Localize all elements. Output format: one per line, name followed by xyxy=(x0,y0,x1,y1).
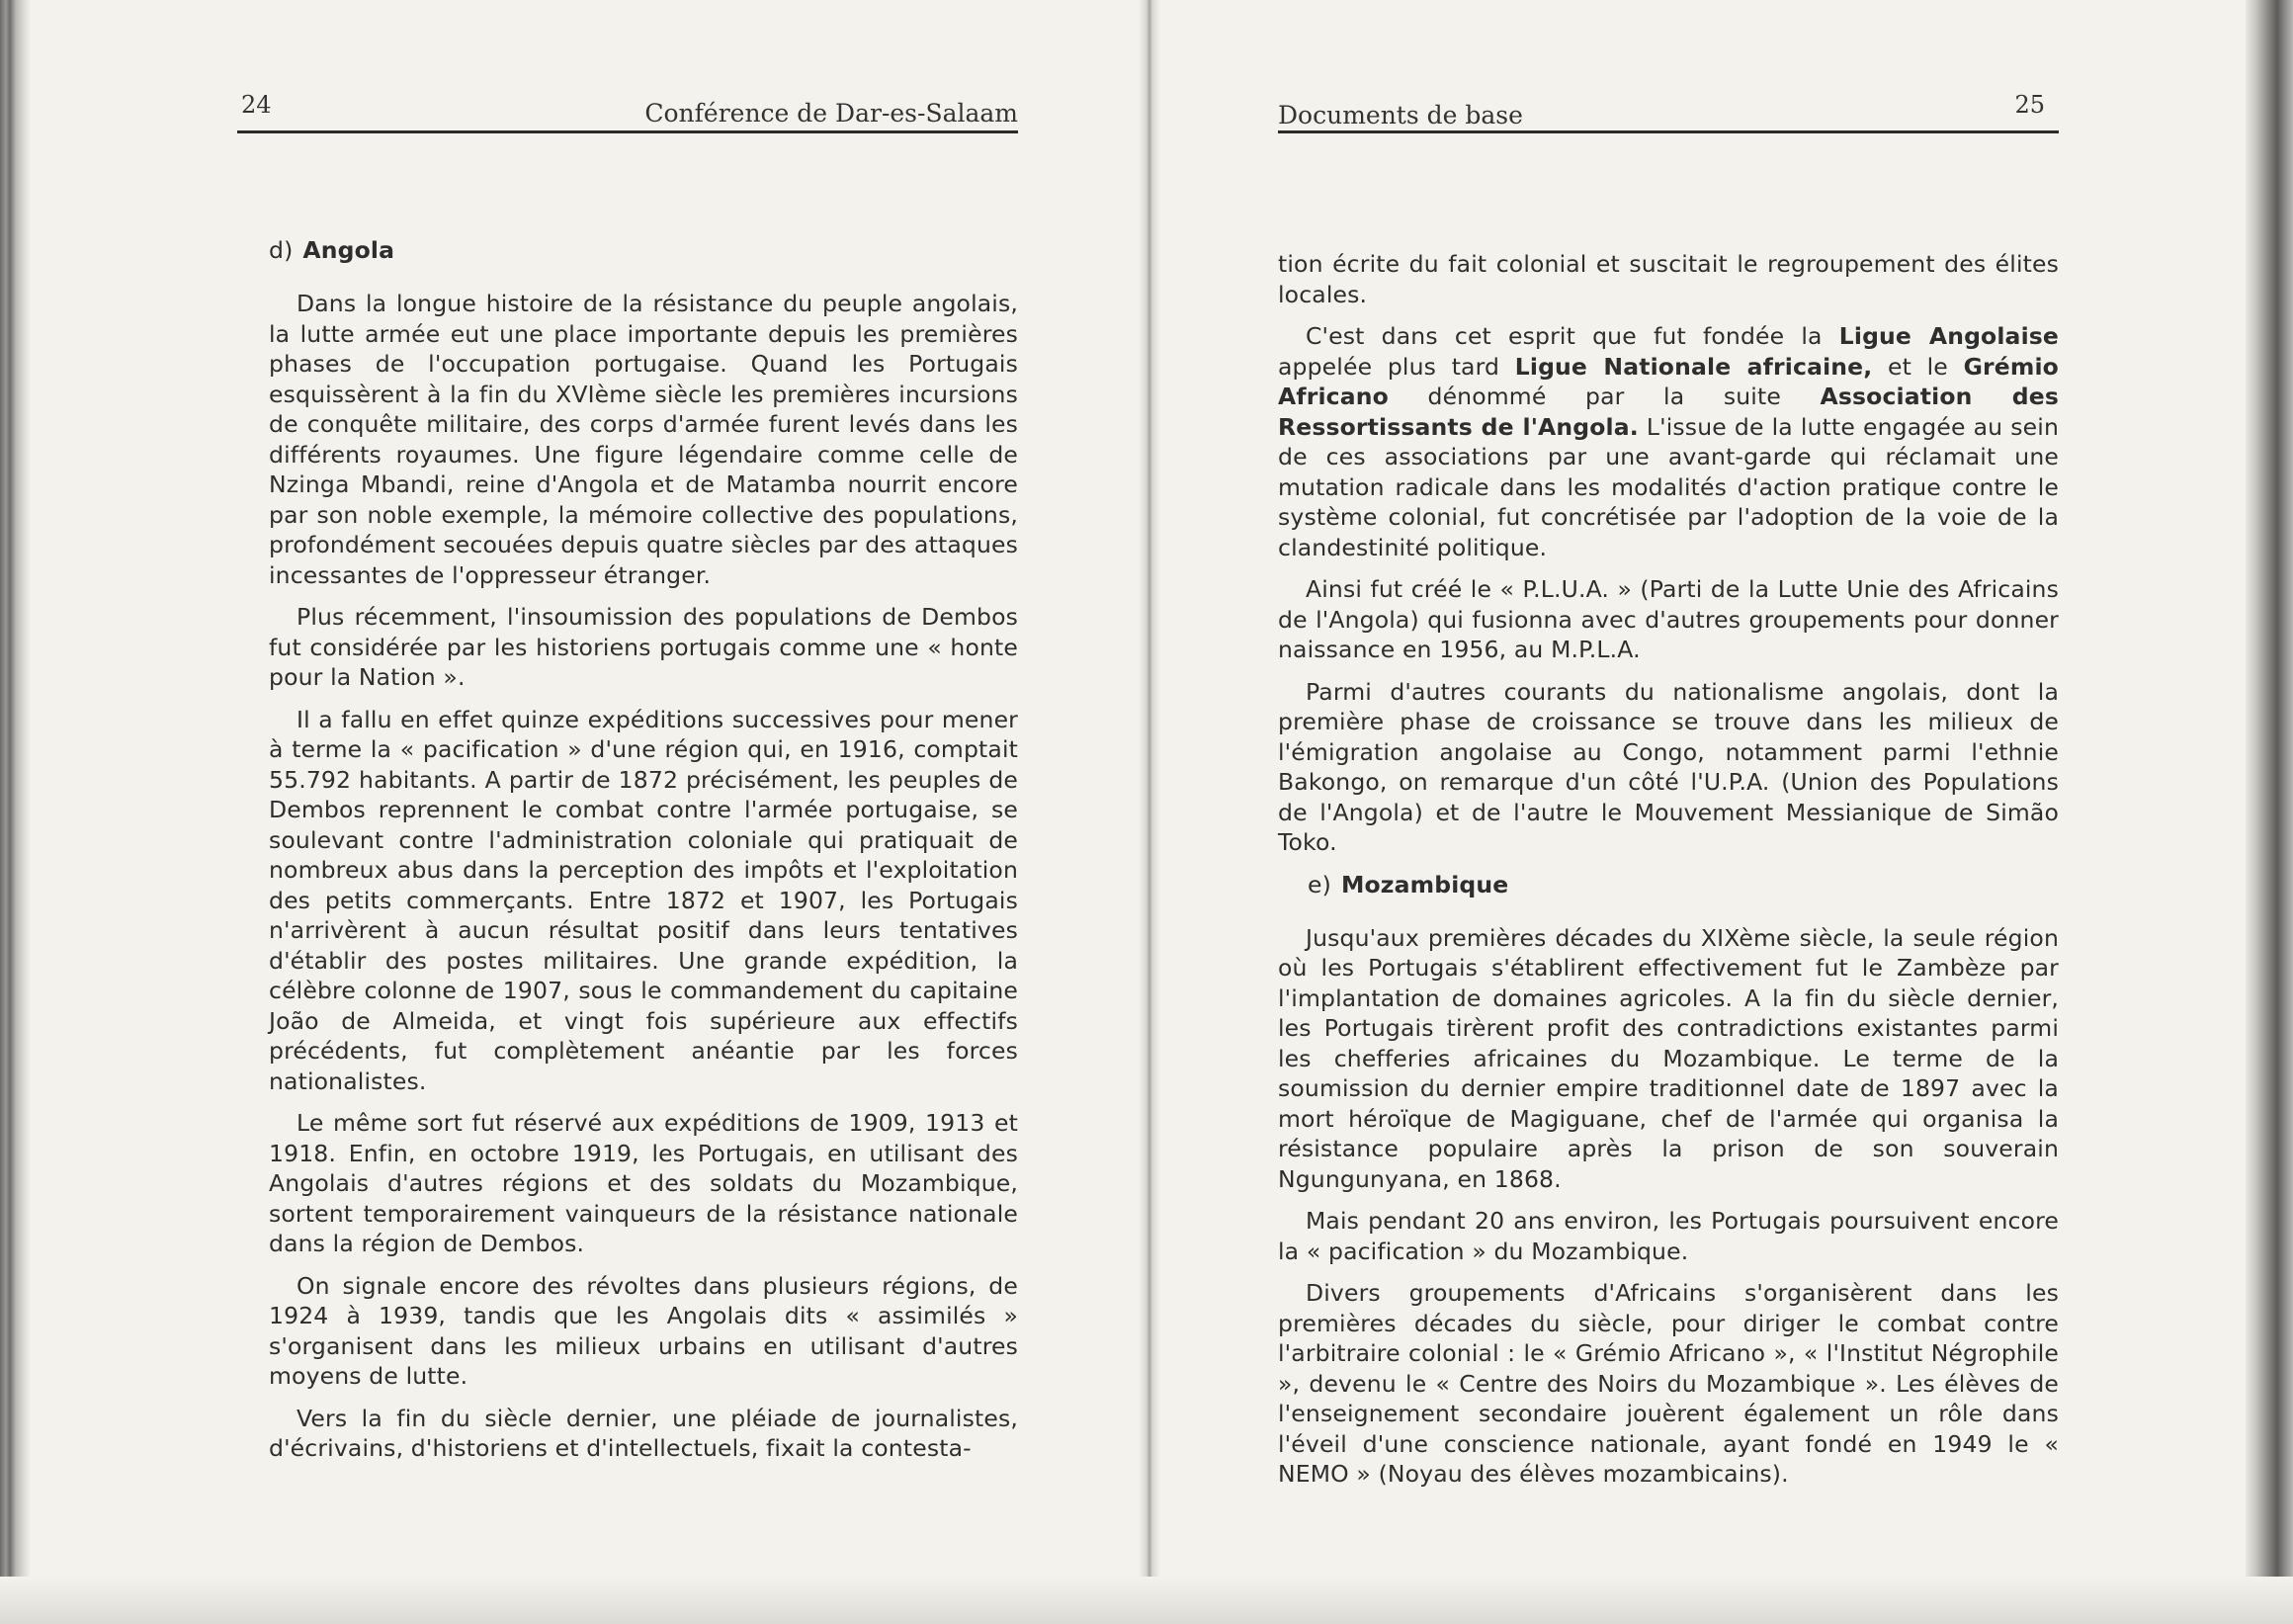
bold-term: Ligue Angolaise xyxy=(1838,322,2059,350)
running-title: Conférence de Dar-es-Salaam xyxy=(644,99,1018,128)
text-run: et le xyxy=(1872,352,1964,381)
paragraph: Vers la fin du siècle dernier, une pléiade de journalistes, d'écrivains, d'historiens et d'intellectuels, fixait la contesta- xyxy=(269,1404,1018,1462)
text-run: appelée plus tard xyxy=(1278,352,1515,381)
right-page-body xyxy=(1278,249,2059,1501)
section-heading-angola xyxy=(269,235,1018,265)
paragraph-continuation: tion écrite du fait colonial et suscitait le regroupement des élites locales. xyxy=(1278,250,2059,308)
bold-term: Grémio Africano xyxy=(1278,352,2059,410)
text-run: C'est dans cet esprit que fut fondée la xyxy=(1306,322,1839,350)
paragraph: Le même sort fut réservé aux expéditions de 1909, 1913 et 1918. Enfin, en octobre 1919, les Portugais, en utilisant des Angolais d'autres régions et des soldats du Mozambique, sortent temporairement vainqueurs de la résistance nationale dans la région de Dembos. xyxy=(269,1109,1018,1257)
bold-term: Association des Ressortissants de l'Angola. xyxy=(1278,383,2059,441)
paragraph-ligue xyxy=(1278,321,2059,562)
paragraph: Mais pendant 20 ans environ, les Portugais poursuivent encore la « pacification » du Mozambique. xyxy=(1278,1207,2059,1265)
page-number: 25 xyxy=(2014,91,2045,119)
book-edge-left xyxy=(0,0,30,1624)
book-gutter xyxy=(1139,0,1160,1624)
paragraph: Plus récemment, l'insoumission des populations de Dembos fut considérée par les historiens portugais comme une « honte pour la Nation ». xyxy=(269,603,1018,691)
section-heading-mozambique xyxy=(1278,870,2059,899)
paragraph: Parmi d'autres courants du nationalisme angolais, dont la première phase de croissance se trouve dans les milieux de l'émigration angolaise au Congo, notamment parmi l'ethnie Bakongo, on remarque d'un côté l'U.P.A. (Union des Populations de l'Angola) et de l'autre le Mouvement Messianique de Simão Toko. xyxy=(1278,677,2059,856)
paragraph: Divers groupements d'Africains s'organisèrent dans les premières décades du siècle, pour diriger le combat contre l'arbitraire colonial : le « Grémio Africano », « l'Institut Négrophile », devenu le « Centre des Noirs du Mozambique ». Les élèves de l'enseignement secondaire jouèrent également un rôle dans l'éveil d'une conscience nationale, ayant fondé en 1949 le « NEMO » (Noyau des élèves mozambicains). xyxy=(1278,1279,2059,1488)
text-run: L'issue de la lutte engagée au sein de ces associations par une avant-garde qui réclamait une mutation radicale dans les modalités d'action pratique contre le système colonial, fut concrétisée par l'adoption de la voie de la clandestinité politique. xyxy=(1278,412,2059,561)
bold-term: Ligue Nationale africaine, xyxy=(1514,352,1873,381)
page-number: 24 xyxy=(241,91,272,119)
paragraph: Dans la longue histoire de la résistance du peuple angolais, la lutte armée eut une place importante depuis les premières phases de l'occupation portugaise. Quand les Portugais esquissèrent à la fin du XVIème siècle les premières incursions de conquête militaire, des corps d'armée furent levés dans les différents royaumes. Une figure légendaire comme celle de Nzinga Mbandi, reine d'Angola et de Matamba nourrit encore par son noble exemple, la mémoire collective des populations, profondément secouées depuis quatre siècles par des attaques incessantes de l'oppresseur étranger. xyxy=(269,290,1018,589)
section-title: Angola xyxy=(302,236,395,264)
text-run: dénommé par la suite xyxy=(1388,383,1821,410)
paragraph: Ainsi fut créé le « P.L.U.A. » (Parti de la Lutte Unie des Africains de l'Angola) qui fusionna avec d'autres groupements pour donner naissance en 1956, au M.P.L.A. xyxy=(1278,575,2059,663)
running-title: Documents de base xyxy=(1278,101,1523,129)
section-title: Mozambique xyxy=(1340,870,1509,898)
right-running-head xyxy=(1278,91,2059,133)
book-edge-right xyxy=(2246,0,2293,1624)
scan-bottom-edge xyxy=(0,1577,2293,1624)
section-letter: e) xyxy=(1308,870,1331,898)
left-running-head xyxy=(237,91,1018,133)
left-page-body xyxy=(269,235,1018,1476)
section-letter: d) xyxy=(269,236,294,264)
paragraph: On signale encore des révoltes dans plusieurs régions, de 1924 à 1939, tandis que les Angolais dits « assimilés » s'organisent dans les milieux urbains en utilisant d'autres moyens de lutte. xyxy=(269,1271,1018,1390)
paragraph: Jusqu'aux premières décades du XIXème siècle, la seule région où les Portugais s'établirent effectivement fut le Zambèze par l'implantation de domaines agricoles. A la fin du siècle dernier, les Portugais tirèrent profit des contradictions existantes parmi les chefferies africaines du Mozambique. Le terme de la soumission du dernier empire traditionnel date de 1897 avec la mort héroïque de Magiguane, chef de l'armée qui organisa la résistance populaire après la prison de son souverain Ngungunyana, en 1868. xyxy=(1278,923,2059,1193)
paragraph: Il a fallu en effet quinze expéditions successives pour mener à terme la « pacification » d'une région qui, en 1916, comptait 55.792 habitants. A partir de 1872 précisément, les peuples de Dembos reprennent le combat contre l'armée portugaise, se soulevant contre l'administration coloniale qui pratiquait de nombreux abus dans la perception des impôts et l'exploitation des petits commerçants. Entre 1872 et 1907, les Portugais n'arrivèrent à aucun résultat positif dans leurs tentatives d'établir des postes militaires. Une grande expédition, la célèbre colonne de 1907, sous le commandement du capitaine João de Almeida, et vingt fois supérieure aux effectifs précédents, fut complètement anéantie par les forces nationalistes. xyxy=(269,705,1018,1095)
